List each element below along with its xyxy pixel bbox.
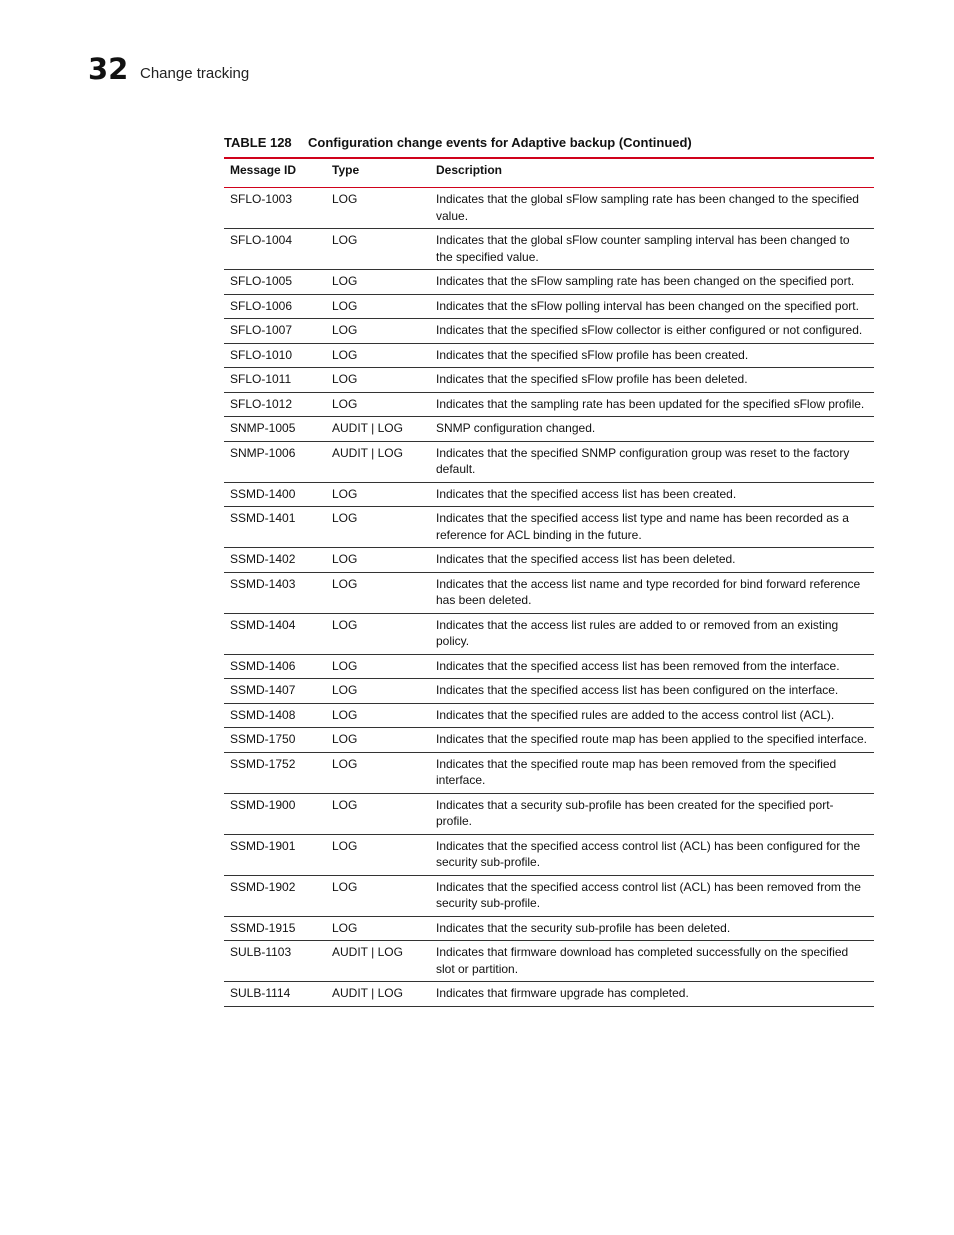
message-id-cell: SFLO-1005 [224, 270, 326, 295]
table-row [224, 507, 874, 548]
description-cell: Indicates that the specified rules are added to the access control list (ACL). [430, 703, 874, 728]
table-row [224, 916, 874, 941]
message-id-cell: SULB-1103 [224, 941, 326, 982]
message-id-cell: SFLO-1007 [224, 319, 326, 344]
table-row [224, 441, 874, 482]
table-row [224, 752, 874, 793]
type-cell: LOG [326, 572, 430, 613]
table-row [224, 294, 874, 319]
type-cell: AUDIT | LOG [326, 441, 430, 482]
message-id-cell: SFLO-1011 [224, 368, 326, 393]
table-row [224, 941, 874, 982]
type-cell: LOG [326, 319, 430, 344]
description-cell: Indicates that the sFlow polling interval has been changed on the specified port. [430, 294, 874, 319]
type-cell: LOG [326, 507, 430, 548]
description-cell: Indicates that the access list rules are added to or removed from an existing policy. [430, 613, 874, 654]
type-cell: AUDIT | LOG [326, 982, 430, 1007]
table-row [224, 613, 874, 654]
message-id-cell: SSMD-1403 [224, 572, 326, 613]
message-id-cell: SSMD-1750 [224, 728, 326, 753]
type-cell: LOG [326, 229, 430, 270]
message-id-cell: SSMD-1404 [224, 613, 326, 654]
type-cell: LOG [326, 875, 430, 916]
table-row [224, 875, 874, 916]
type-cell: AUDIT | LOG [326, 941, 430, 982]
type-cell: LOG [326, 392, 430, 417]
description-cell: Indicates that the specified route map has been applied to the specified interface. [430, 728, 874, 753]
type-cell: LOG [326, 294, 430, 319]
table-row [224, 654, 874, 679]
type-cell: LOG [326, 548, 430, 573]
description-cell: Indicates that the specified access list has been created. [430, 482, 874, 507]
type-cell: LOG [326, 188, 430, 229]
type-cell: LOG [326, 834, 430, 875]
table-row [224, 548, 874, 573]
message-id-cell: SNMP-1006 [224, 441, 326, 482]
message-id-cell: SSMD-1900 [224, 793, 326, 834]
message-id-cell: SSMD-1902 [224, 875, 326, 916]
description-cell: Indicates that the specified access list has been deleted. [430, 548, 874, 573]
table-row [224, 793, 874, 834]
type-cell: AUDIT | LOG [326, 417, 430, 442]
table-row [224, 679, 874, 704]
description-cell: Indicates that the global sFlow sampling rate has been changed to the specified value. [430, 188, 874, 229]
description-cell: Indicates that the security sub-profile has been deleted. [430, 916, 874, 941]
type-cell: LOG [326, 916, 430, 941]
description-cell: Indicates that the specified access list has been removed from the interface. [430, 654, 874, 679]
table-label: TABLE 128 [224, 135, 292, 150]
description-cell: Indicates that the sampling rate has been updated for the specified sFlow profile. [430, 392, 874, 417]
table-row [224, 392, 874, 417]
type-cell: LOG [326, 654, 430, 679]
table-row [224, 343, 874, 368]
type-cell: LOG [326, 482, 430, 507]
table-row [224, 417, 874, 442]
message-id-cell: SSMD-1408 [224, 703, 326, 728]
message-id-cell: SSMD-1402 [224, 548, 326, 573]
message-id-cell: SSMD-1401 [224, 507, 326, 548]
description-cell: Indicates that the specified route map has been removed from the specified interface. [430, 752, 874, 793]
description-cell: Indicates that the specified access control list (ACL) has been removed from the security sub-profile. [430, 875, 874, 916]
type-cell: LOG [326, 343, 430, 368]
message-id-cell: SSMD-1901 [224, 834, 326, 875]
description-cell: Indicates that the specified sFlow profile has been deleted. [430, 368, 874, 393]
description-cell: Indicates that the specified sFlow profile has been created. [430, 343, 874, 368]
description-cell: SNMP configuration changed. [430, 417, 874, 442]
description-cell: Indicates that the specified SNMP configuration group was reset to the factory default. [430, 441, 874, 482]
message-id-cell: SSMD-1752 [224, 752, 326, 793]
description-cell: Indicates that the specified access list has been configured on the interface. [430, 679, 874, 704]
description-cell: Indicates that the specified access list type and name has been recorded as a reference for ACL binding in the future. [430, 507, 874, 548]
table-caption [224, 135, 692, 150]
column-header-type: Type [326, 159, 430, 188]
message-id-cell: SFLO-1012 [224, 392, 326, 417]
message-id-cell: SSMD-1915 [224, 916, 326, 941]
message-id-cell: SFLO-1004 [224, 229, 326, 270]
column-header-description: Description [430, 159, 874, 188]
description-cell: Indicates that the global sFlow counter sampling interval has been changed to the specified value. [430, 229, 874, 270]
description-cell: Indicates that the access list name and type recorded for bind forward reference has been deleted. [430, 572, 874, 613]
table-row [224, 188, 874, 229]
description-cell: Indicates that firmware download has completed successfully on the specified slot or partition. [430, 941, 874, 982]
description-cell: Indicates that a security sub-profile has been created for the specified port-profile. [430, 793, 874, 834]
message-id-cell: SULB-1114 [224, 982, 326, 1007]
table-row [224, 572, 874, 613]
message-id-cell: SFLO-1010 [224, 343, 326, 368]
table-row [224, 368, 874, 393]
events-table [224, 159, 874, 1007]
table-header-row [224, 159, 874, 188]
message-id-cell: SFLO-1003 [224, 188, 326, 229]
message-id-cell: SSMD-1406 [224, 654, 326, 679]
type-cell: LOG [326, 613, 430, 654]
table-row [224, 834, 874, 875]
description-cell: Indicates that the specified sFlow collector is either configured or not configured. [430, 319, 874, 344]
description-cell: Indicates that firmware upgrade has completed. [430, 982, 874, 1007]
message-id-cell: SFLO-1006 [224, 294, 326, 319]
type-cell: LOG [326, 728, 430, 753]
table-row [224, 482, 874, 507]
message-id-cell: SSMD-1407 [224, 679, 326, 704]
table-title: Configuration change events for Adaptive backup (Continued) [308, 135, 692, 150]
message-id-cell: SNMP-1005 [224, 417, 326, 442]
type-cell: LOG [326, 793, 430, 834]
column-header-message-id: Message ID [224, 159, 326, 188]
chapter-title: Change tracking [140, 65, 250, 82]
table-row [224, 319, 874, 344]
table-row [224, 728, 874, 753]
type-cell: LOG [326, 679, 430, 704]
type-cell: LOG [326, 270, 430, 295]
description-cell: Indicates that the specified access control list (ACL) has been configured for the security sub-profile. [430, 834, 874, 875]
table-row [224, 703, 874, 728]
message-id-cell: SSMD-1400 [224, 482, 326, 507]
table-row [224, 229, 874, 270]
description-cell: Indicates that the sFlow sampling rate has been changed on the specified port. [430, 270, 874, 295]
table-row [224, 982, 874, 1007]
chapter-number: 32 [88, 52, 129, 86]
type-cell: LOG [326, 752, 430, 793]
type-cell: LOG [326, 703, 430, 728]
table-row [224, 270, 874, 295]
type-cell: LOG [326, 368, 430, 393]
table-body [224, 188, 874, 1007]
